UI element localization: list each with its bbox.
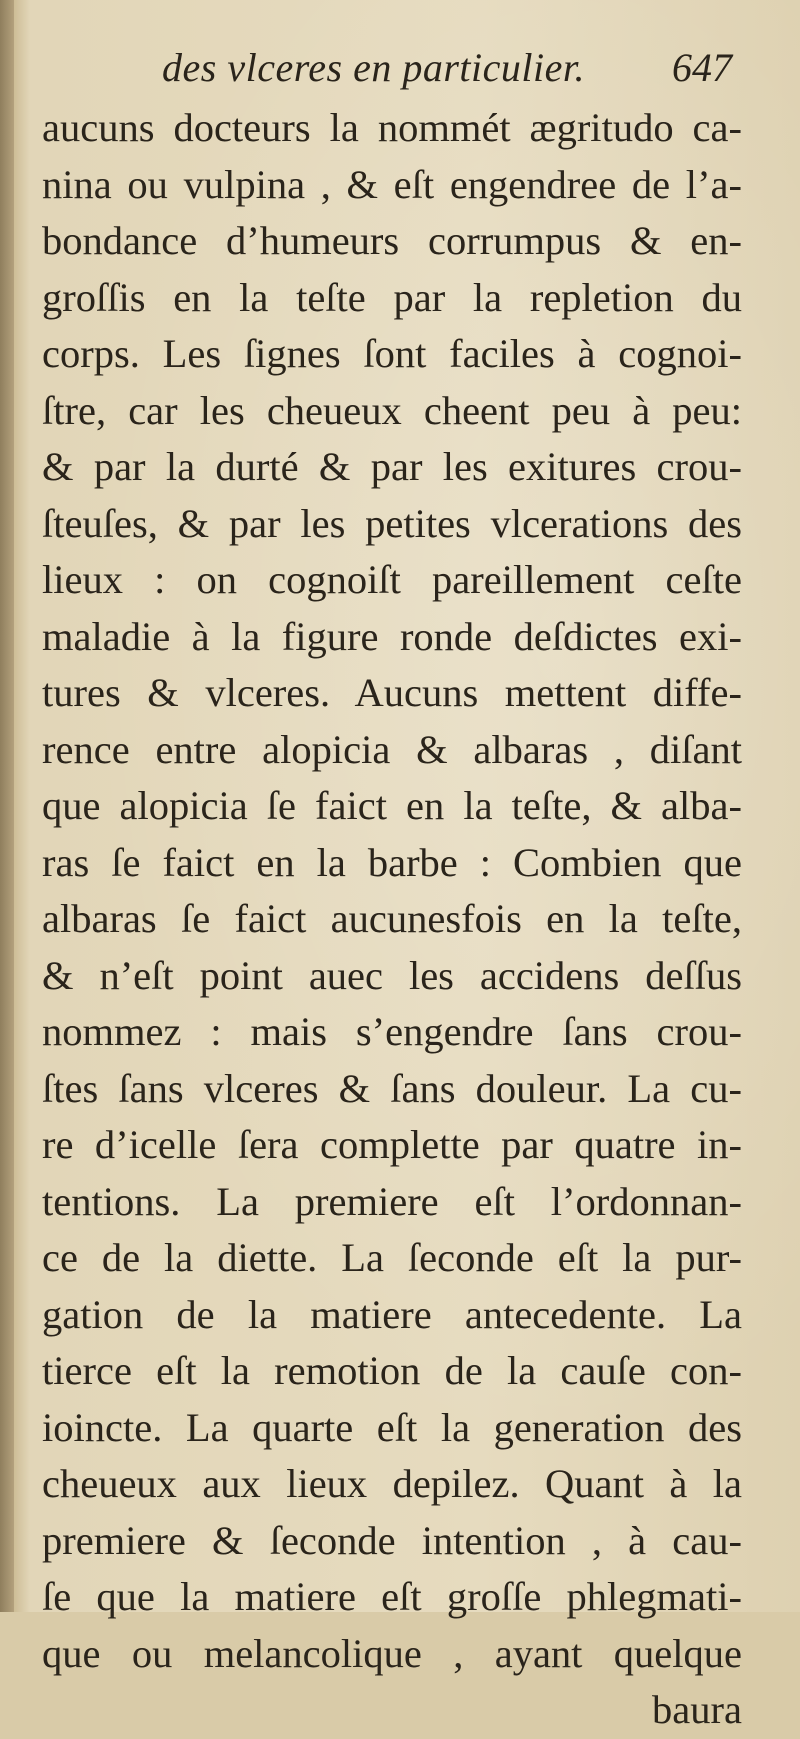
text-line: & n’eſt point auec les accidens deſſus bbox=[42, 952, 742, 998]
text-line: rence entre alopicia & albaras , diſant bbox=[42, 726, 742, 772]
catchword: baura bbox=[652, 1687, 742, 1732]
text-line: maladie à la figure ronde deſdictes exi- bbox=[42, 613, 742, 659]
text-line: que ou melancolique , ayant quelque bbox=[42, 1630, 742, 1676]
text-line: albaras ſe faict aucunesfois en la teſte, bbox=[42, 896, 742, 941]
text-line: ioincte. La quarte eſt la generation des bbox=[42, 1404, 742, 1450]
page-header bbox=[42, 38, 742, 98]
text-line: ras ſe faict en la barbe : Combien que bbox=[42, 839, 742, 885]
text-line: tures & vlceres. Aucuns mettent diffe- bbox=[42, 670, 742, 715]
page-number: 647 bbox=[672, 45, 732, 90]
text-line: ſtre, car les cheueux cheent peu à peu: bbox=[42, 387, 742, 433]
text-line: aucuns docteurs la nommét ægritudo ca- bbox=[42, 105, 742, 150]
text-line: cheueux aux lieux depilez. Quant à la bbox=[42, 1461, 742, 1506]
running-head: des vlceres en particulier. bbox=[162, 45, 586, 90]
text-line: que alopicia ſe faict en la teſte, & alba- bbox=[42, 783, 742, 828]
body-text bbox=[42, 100, 742, 1739]
text-line: re d’icelle ſera complette par quatre in- bbox=[42, 1122, 742, 1167]
text-line: nommez : mais s’engendre ſans crou- bbox=[42, 1009, 742, 1054]
text-line: tentions. La premiere eſt l’ordonnan- bbox=[42, 1178, 742, 1224]
text-line: ce de la diette. La ſeconde eſt la pur- bbox=[42, 1235, 742, 1280]
text-line: corps. Les ſignes ſont faciles à cognoi- bbox=[42, 331, 742, 376]
text-line: gation de la matiere antecedente. La bbox=[42, 1291, 742, 1337]
text-line: lieux : on cognoiſt pareillement ceſte bbox=[42, 557, 742, 602]
text-line: groſſis en la teſte par la repletion du bbox=[42, 274, 742, 320]
text-line: premiere & ſeconde intention , à cau- bbox=[42, 1517, 742, 1563]
text-line: ſtes ſans vlceres & ſans douleur. La cu- bbox=[42, 1065, 742, 1111]
text-line: tierce eſt la remotion de la cauſe con- bbox=[42, 1348, 742, 1393]
text-line: ſteuſes, & par les petites vlcerations des bbox=[42, 500, 742, 546]
text-line: & par la durté & par les exitures crou- bbox=[42, 444, 742, 489]
text-line: nina ou vulpina , & eſt engendree de l’a- bbox=[42, 161, 742, 207]
text-line: bondance d’humeurs corrumpus & en- bbox=[42, 218, 742, 263]
page-gutter-shadow bbox=[0, 0, 14, 1612]
text-line: ſe que la matiere eſt groſſe phlegmati- bbox=[42, 1574, 742, 1619]
